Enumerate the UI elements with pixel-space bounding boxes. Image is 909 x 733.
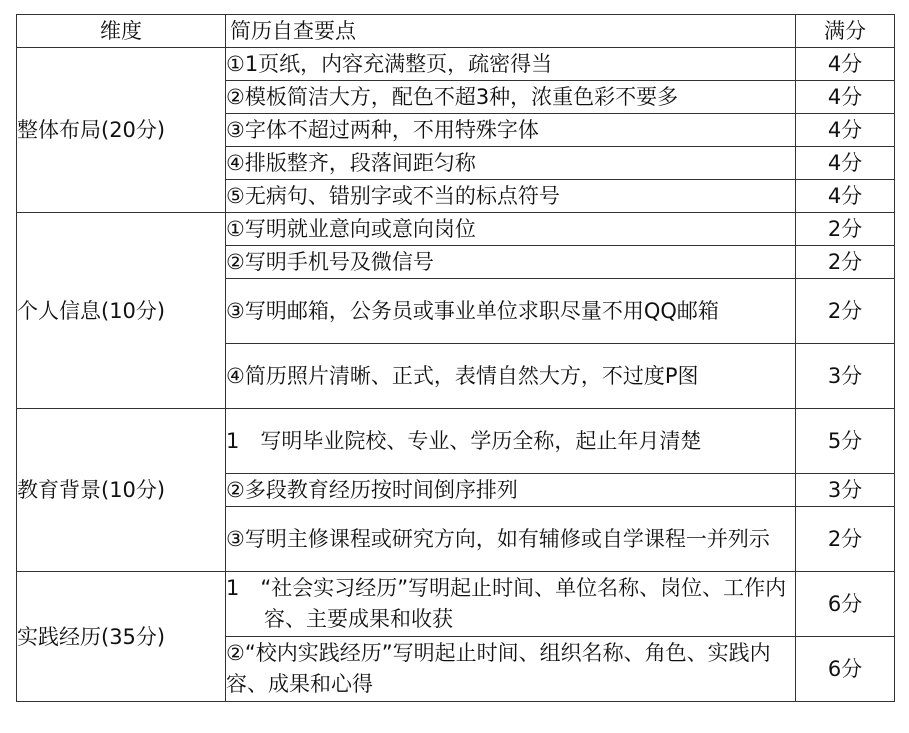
checkpoint: ③字体不超过两种，不用特殊字体 [226,114,796,147]
dimension-education: 教育背景(10分) [17,409,226,572]
table-header-row [17,15,895,48]
score: 3分 [796,474,895,507]
checkpoint: ①1页纸，内容充满整页，疏密得当 [226,48,796,81]
checkpoint-text: 1 “社会实习经历”写明起止时间、单位名称、岗位、工作内容、主要成果和收获 [226,576,787,631]
checkpoint-text: 1 写明毕业院校、专业、学历全称，起止年月清楚 [226,428,702,453]
table-row [17,572,895,637]
header-points: 简历自查要点 [226,15,796,48]
dimension-personal-info: 个人信息(10分) [17,213,226,409]
score: 4分 [796,81,895,114]
checkpoint: ②写明手机号及微信号 [226,246,796,279]
checkpoint: ④简历照片清晰、正式，表情自然大方，不过度P图 [226,344,796,409]
header-score: 满分 [796,15,895,48]
checkpoint: ②多段教育经历按时间倒序排列 [226,474,796,507]
score: 4分 [796,48,895,81]
checkpoint [226,572,796,637]
score: 3分 [796,344,895,409]
checkpoint: ②“校内实践经历”写明起止时间、组织名称、角色、实践内容、成果和心得 [226,637,796,702]
score: 5分 [796,409,895,474]
checkpoint [226,409,796,474]
checkpoint: ③写明主修课程或研究方向，如有辅修或自学课程一并列示 [226,507,796,572]
score: 6分 [796,637,895,702]
checkpoint: ⑤无病句、错别字或不当的标点符号 [226,180,796,213]
header-dimension: 维度 [17,15,226,48]
score: 2分 [796,507,895,572]
score: 2分 [796,213,895,246]
score: 6分 [796,572,895,637]
dimension-practice: 实践经历(35分) [17,572,226,702]
checkpoint: ④排版整齐，段落间距匀称 [226,147,796,180]
table-row [17,213,895,246]
checkpoint: ③写明邮箱，公务员或事业单位求职尽量不用QQ邮箱 [226,279,796,344]
score: 4分 [796,114,895,147]
resume-checklist-table [16,14,895,702]
table-row [17,409,895,474]
table-row [17,48,895,81]
score: 4分 [796,180,895,213]
checkpoint: ①写明就业意向或意向岗位 [226,213,796,246]
checkpoint: ②模板简洁大方，配色不超3种，浓重色彩不要多 [226,81,796,114]
score: 2分 [796,279,895,344]
score: 4分 [796,147,895,180]
dimension-layout: 整体布局(20分) [17,48,226,213]
score: 2分 [796,246,895,279]
